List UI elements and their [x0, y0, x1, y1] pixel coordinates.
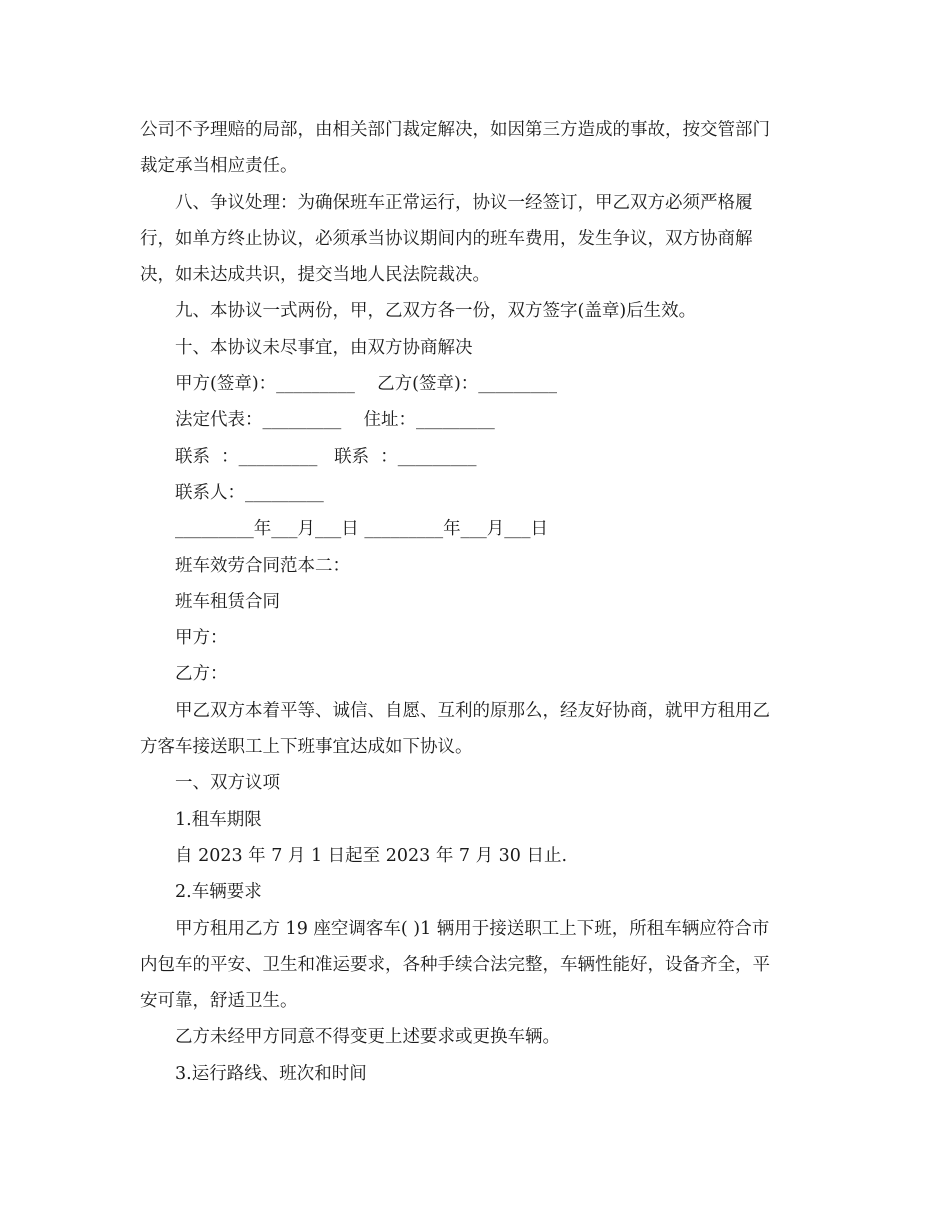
paragraph-line: 安可靠，舒适卫生。	[140, 991, 298, 1012]
paragraph-line: 八、争议处理：为确保班车正常运行，协议一经签订，甲乙双方必须严格履	[175, 192, 753, 213]
paragraph-line: 十、本协议未尽事宜，由双方协商解决	[175, 337, 473, 358]
paragraph-line: 方客车接送职工上下班事宜达成如下协议。	[140, 737, 473, 758]
paragraph-line: 乙方未经甲方同意不得变更上述要求或更换车辆。	[175, 1027, 560, 1048]
paragraph-line: 甲乙双方本着平等、诚信、自愿、互利的原那么，经友好协商，就甲方租用乙	[175, 700, 770, 721]
paragraph-line: 一、双方议项	[175, 773, 280, 794]
paragraph-line: 1.租车期限	[175, 809, 262, 830]
paragraph-line: 甲方：	[175, 628, 228, 649]
paragraph-line: 班车效劳合同范本二：	[175, 555, 350, 576]
signature-line: 法定代表：_________ 住址：_________	[175, 410, 495, 431]
signature-line: 甲方(签章)：_________ 乙方(签章)：_________	[175, 374, 558, 395]
paragraph-line: 裁定承当相应责任。	[140, 156, 298, 177]
document-body	[140, 112, 820, 1092]
paragraph-line: 决，如未达成共识，提交当地人民法院裁决。	[140, 265, 490, 286]
paragraph-line: 乙方：	[175, 664, 228, 685]
paragraph-line: 3.运行路线、班次和时间	[175, 1063, 367, 1084]
paragraph-line: 班车租赁合同	[175, 591, 280, 612]
paragraph-line: 内包车的平安、卫生和准运要求，各种手续合法完整，车辆性能好，设备齐全，平	[140, 954, 770, 975]
paragraph-line: 九、本协议一式两份，甲，乙双方各一份，双方签字(盖章)后生效。	[175, 301, 697, 322]
signature-line: 联系人：_________	[175, 482, 324, 503]
paragraph-line: 公司不予理赔的局部，由相关部门裁定解决，如因第三方造成的事故，按交管部门	[140, 120, 770, 140]
paragraph-line: 甲方租用乙方 19 座空调客车( )1 辆用于接送职工上下班，所租车辆应符合市	[175, 918, 770, 939]
signature-line: 联系 ：_________ 联系 ：_________	[175, 446, 477, 467]
paragraph-line: 行，如单方终止协议，必须承当协议期间内的班车费用，发生争议，双方协商解	[140, 228, 753, 249]
signature-line: _________年___月___日 _________年___月___日	[175, 519, 549, 540]
paragraph-line: 自 2023 年 7 月 1 日起至 2023 年 7 月 30 日止.	[175, 845, 568, 866]
paragraph-line: 2.车辆要求	[175, 882, 262, 903]
